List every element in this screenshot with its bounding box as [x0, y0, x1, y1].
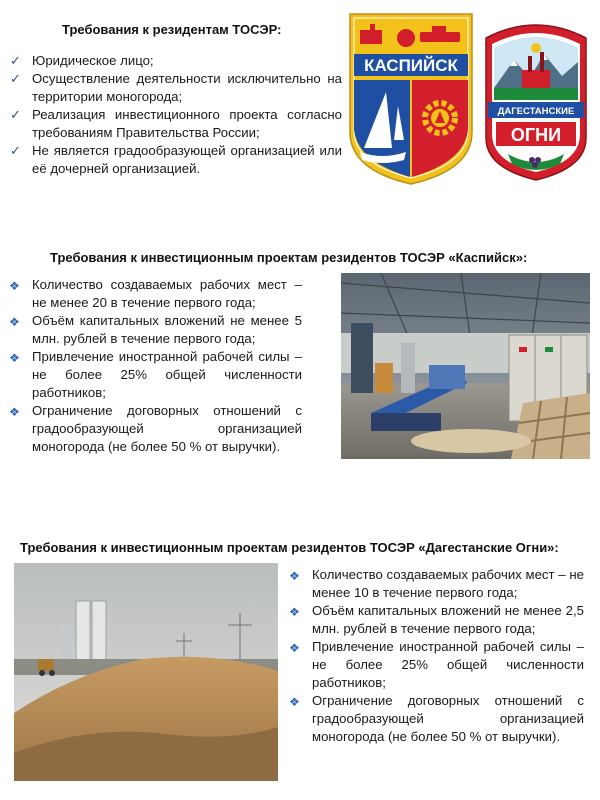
kaspiysk-coat-of-arms	[346, 10, 476, 188]
list-item	[288, 692, 584, 746]
kaspiysk-emblem-text: КАСПИЙСК	[364, 56, 458, 75]
section-title-kaspiysk: Требования к инвестиционным проектам резидентов ТОСЭР «Каспийск»:	[50, 250, 528, 265]
diamond-bullet-icon: ❖	[289, 569, 300, 583]
list-item	[8, 52, 342, 70]
check-icon: ✓	[10, 53, 21, 68]
list-item	[8, 70, 342, 106]
list-item-text: Количество создаваемых рабочих мест – не менее 10 в течение первого года;	[312, 567, 584, 600]
list-item	[288, 638, 584, 692]
list-item	[8, 142, 342, 178]
diamond-bullet-icon: ❖	[9, 405, 20, 419]
dagestanskie-ogni-coat-of-arms	[480, 18, 592, 184]
construction-site-photo	[14, 563, 278, 781]
list-item-text: Привлечение иностранной рабочей силы – не более 25% общей численности работников;	[312, 639, 584, 690]
list-item-text: Реализация инвестиционного проекта согласно требованиям Правительства России;	[32, 107, 342, 140]
diamond-bullet-icon: ❖	[9, 279, 20, 293]
list-item-text: Привлечение иностранной рабочей силы – не более 25% общей численности работников;	[32, 349, 302, 400]
list-item	[8, 106, 342, 142]
list-item-text: Осуществление деятельности исключительно на территории моногорода;	[32, 71, 342, 104]
diamond-bullet-icon: ❖	[9, 351, 20, 365]
list-item-text: Ограничение договорных отношений с градообразующей организацией моногорода (не более 50 % от выручки).	[312, 693, 584, 744]
list-item	[288, 602, 584, 638]
kaspiysk-requirements-list	[8, 276, 302, 456]
list-item-text: Ограничение договорных отношений с градообразующей организацией моногорода (не более 50 % от выручки).	[32, 403, 302, 454]
check-icon: ✓	[10, 143, 21, 158]
diamond-bullet-icon: ❖	[289, 695, 300, 709]
list-item	[288, 566, 584, 602]
section-title-residents: Требования к резидентам ТОСЭР:	[62, 22, 282, 37]
list-item	[8, 276, 302, 312]
list-item	[8, 402, 302, 456]
diamond-bullet-icon: ❖	[289, 605, 300, 619]
factory-interior-photo	[341, 273, 590, 459]
dagogni-emblem-text-2: ОГНИ	[510, 125, 562, 145]
section-title-dagestanskie-ogni: Требования к инвестиционным проектам резидентов ТОСЭР «Дагестанские Огни»:	[20, 540, 559, 555]
list-item-text: Объём капитальных вложений не менее 5 млн. рублей в течение первого года;	[32, 313, 302, 346]
list-item-text: Объём капитальных вложений не менее 2,5 млн. рублей в течение первого года;	[312, 603, 584, 636]
check-icon: ✓	[10, 107, 21, 122]
list-item-text: Не является градообразующей организацией или её дочерней организацией.	[32, 143, 342, 176]
list-item	[8, 312, 302, 348]
list-item-text: Количество создаваемых рабочих мест – не менее 20 в течение первого года;	[32, 277, 302, 310]
list-item-text: Юридическое лицо;	[32, 53, 154, 68]
diamond-bullet-icon: ❖	[289, 641, 300, 655]
dagogni-emblem-text-1: ДАГЕСТАНСКИЕ	[497, 106, 575, 117]
diamond-bullet-icon: ❖	[9, 315, 20, 329]
check-icon: ✓	[10, 71, 21, 86]
dagestanskie-ogni-requirements-list	[288, 566, 584, 746]
residents-requirements-list	[8, 52, 342, 178]
list-item	[8, 348, 302, 402]
